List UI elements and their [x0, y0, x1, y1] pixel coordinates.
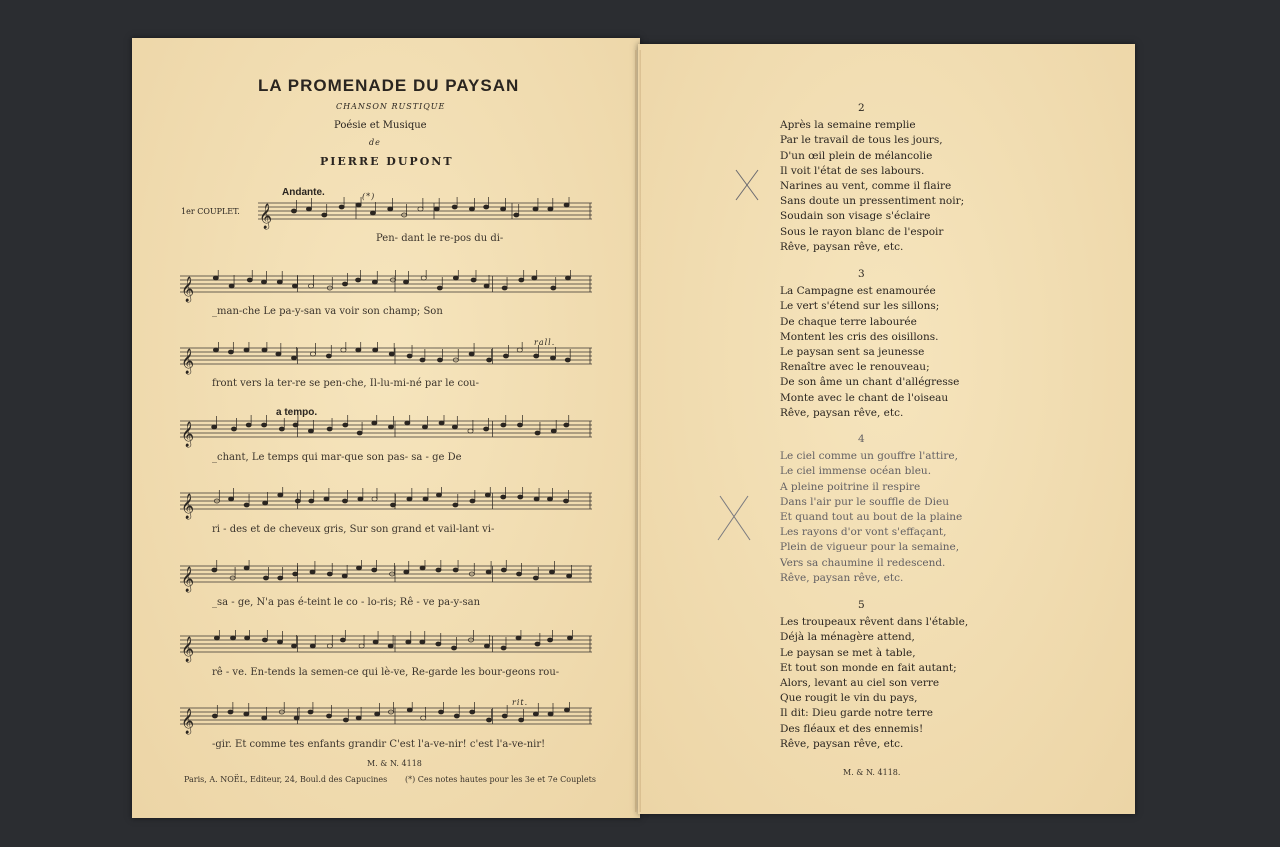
treble-clef-icon: 𝄞: [181, 494, 195, 519]
stanza-line: Alors, levant au ciel son verre: [780, 677, 940, 690]
plate-number-right: M. & N. 4118.: [843, 768, 901, 777]
stanza-line: Le ciel comme un gouffre l'attire,: [780, 450, 958, 463]
stanza-line: Et quand tout au bout de la plaine: [780, 511, 963, 524]
lyric-line-3: front vers la ter-re se pen-che, Il-lu-mi-né par le cou-: [212, 378, 479, 389]
tempo-marking: Andante.: [282, 187, 325, 198]
song-subtitle: CHANSON RUSTIQUE: [336, 102, 446, 111]
stanza-number: 4: [858, 433, 865, 445]
credit-line: Poésie et Musique: [334, 120, 427, 131]
stanza-line: Le vert s'étend sur les sillons;: [780, 300, 940, 313]
author-name: PIERRE DUPONT: [320, 155, 454, 168]
stanza-line: Sans doute un pressentiment noir;: [780, 195, 965, 208]
stanza-line: Dans l'air pur le souffle de Dieu: [780, 495, 950, 508]
stanza-line: De chaque terre labourée: [780, 315, 917, 328]
stanza-line: Le paysan se met à table,: [780, 646, 916, 659]
music-staff: [180, 560, 592, 594]
lyric-line-7: rê - ve. En-tends la semen-ce qui lè-ve, Re-garde les bour-geons rou-: [212, 667, 560, 678]
stanza-4: [780, 432, 962, 586]
music-staff: [180, 270, 592, 304]
treble-clef-icon: 𝄞: [181, 567, 195, 592]
lyric-line-4: _chant, Le temps qui mar-que son pas- sa - ge De: [212, 452, 462, 463]
music-staff: [180, 342, 592, 376]
footnote-mark: (*): [362, 192, 376, 201]
stanza-line: Narines au vent, comme il flaire: [780, 180, 952, 193]
treble-clef-icon: 𝄞: [181, 637, 195, 662]
stanza-number: 3: [858, 268, 865, 280]
stanza-line: Que rougit le vin du pays,: [780, 692, 918, 705]
couplet-label: 1er COUPLET.: [181, 207, 240, 216]
stanza-line: Après la semaine remplie: [780, 119, 916, 132]
stanza-line: A pleine poitrine il respire: [780, 480, 921, 493]
treble-clef-icon: 𝄞: [181, 422, 195, 447]
stanza-line: Et tout son monde en fait autant;: [780, 661, 957, 674]
treble-clef-icon: 𝄞: [181, 709, 195, 734]
stanza-line: Par le travail de tous les jours,: [780, 134, 943, 147]
treble-clef-icon: 𝄞: [181, 277, 195, 302]
treble-clef-icon: 𝄞: [259, 204, 273, 229]
music-staff: [180, 487, 592, 521]
stanza-line: Rêve, paysan rêve, etc.: [780, 406, 904, 419]
stanza-line: Les troupeaux rêvent dans l'étable,: [780, 616, 969, 629]
stanza-number: 5: [858, 599, 865, 611]
stanza-line: Soudain son visage s'éclaire: [780, 210, 931, 223]
publisher-line: Paris, A. NOËL, Editeur, 24, Boul.d des Capucines: [184, 775, 388, 784]
stanza-2: [780, 101, 964, 255]
pencil-cross-mark: [716, 494, 752, 542]
lyric-line-6: _sa - ge, N'a pas é-teint le co - lo-ris; Rê - ve pa-y-san: [212, 597, 481, 608]
lyric-line-5: ri - des et de cheveux gris, Sur son grand et vail-lant vi-: [212, 524, 495, 535]
music-staff: [180, 702, 592, 736]
stanza-line: Rêve, paysan rêve, etc.: [780, 240, 904, 253]
stanza-line: Il voit l'état de ses labours.: [780, 164, 925, 177]
stanza-3: [780, 267, 959, 421]
stanza-line: Des fléaux et des ennemis!: [780, 722, 924, 735]
page-fold: [635, 50, 641, 812]
stanza-line: Vers sa chaumine il redescend.: [780, 556, 946, 569]
stanza-line: La Campagne est enamourée: [780, 285, 936, 298]
lyric-line-1: Pen- dant le re-pos du di-: [376, 233, 504, 244]
stanza-line: Rêve, paysan rêve, etc.: [780, 737, 904, 750]
plate-number: M. & N. 4118: [367, 759, 422, 768]
lyric-line-8: -gir. Et comme tes enfants grandir C'est l'a-ve-nir! c'est l'a-ve-nir!: [212, 739, 546, 750]
stanza-line: Sous le rayon blanc de l'espoir: [780, 225, 944, 238]
stanza-line: Les rayons d'or vont s'effaçant,: [780, 526, 947, 539]
stanza-line: Le ciel immense océan bleu.: [780, 465, 932, 478]
stanza-line: Renaître avec le renouveau;: [780, 361, 930, 374]
rit-marking: rit.: [512, 698, 529, 707]
rall-marking: rall.: [534, 338, 556, 347]
stanza-line: Plein de vigueur pour la semaine,: [780, 541, 960, 554]
credit-de: de: [369, 138, 381, 147]
stanza-line: Rêve, paysan rêve, etc.: [780, 571, 904, 584]
stanza-line: Le paysan sent sa jeunesse: [780, 346, 925, 359]
stanza-line: Déjà la ménagère attend,: [780, 631, 915, 644]
music-staff: [180, 415, 592, 449]
song-title: LA PROMENADE DU PAYSAN: [258, 76, 520, 95]
stanza-line: D'un œil plein de mélancolie: [780, 149, 933, 162]
footnote-text: (*) Ces notes hautes pour les 3e et 7e Couplets: [405, 775, 596, 784]
stanza-line: Montent les cris des oisillons.: [780, 330, 939, 343]
music-staff: [258, 197, 592, 231]
pencil-cross-mark: [734, 168, 760, 202]
lyric-line-2: _man-che Le pa-y-san va voir son champ; Son: [212, 306, 443, 317]
stanza-line: Monte avec le chant de l'oiseau: [780, 391, 949, 404]
stanza-line: De son âme un chant d'allégresse: [780, 376, 960, 389]
treble-clef-icon: 𝄞: [181, 349, 195, 374]
music-staff: [180, 630, 592, 664]
stanza-number: 2: [858, 102, 865, 114]
stanza-5: [780, 598, 968, 752]
atempo-marking: a tempo.: [276, 407, 318, 418]
stanza-line: Il dit: Dieu garde notre terre: [780, 707, 933, 720]
